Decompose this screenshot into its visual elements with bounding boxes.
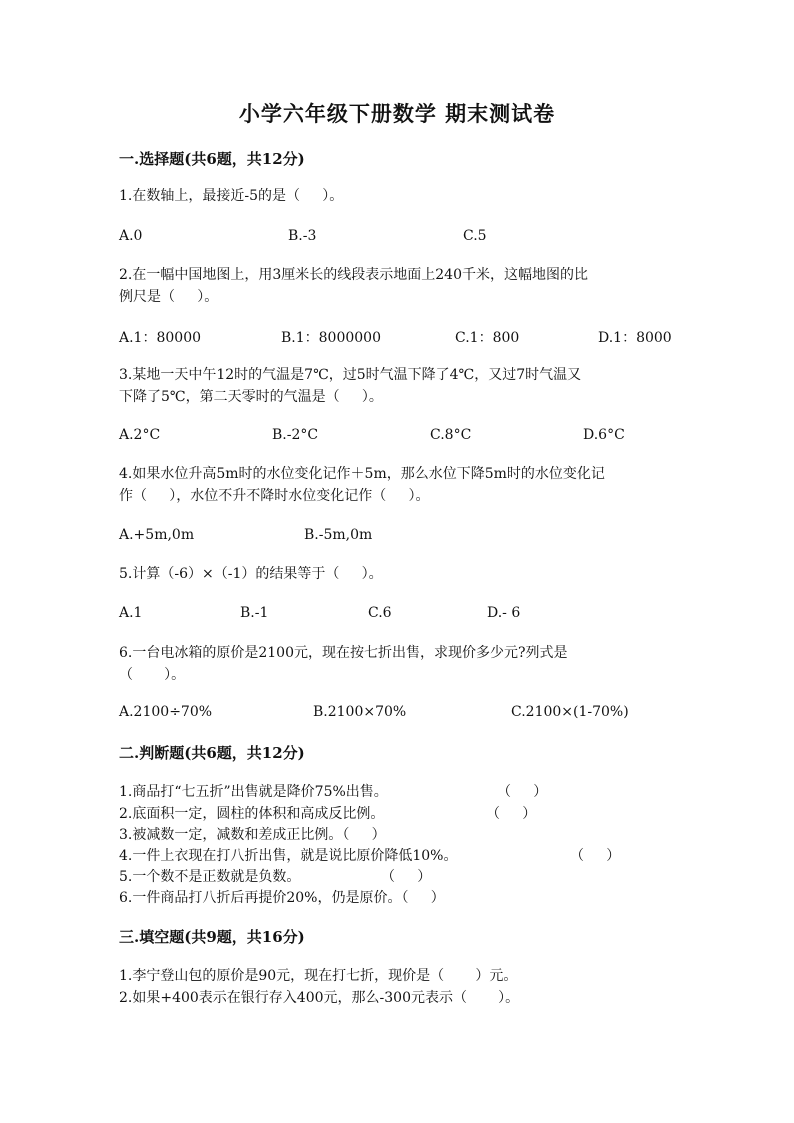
fill-item-2: 2.如果+400表示在银行存入400元，那么-300元表示（ ）。 [119, 990, 520, 1006]
option-3b: B.-2°C [272, 427, 319, 443]
judge-answer-4: （ ） [570, 848, 621, 864]
judge-item-1: 1.商品打“七五折”出售就是降价75%出售。 [119, 784, 388, 800]
option-6c: C.2100×(1-70%) [511, 704, 629, 720]
option-3a: A.2°C [119, 427, 161, 443]
option-5b: B.-1 [240, 605, 269, 621]
section-heading-fill: 三.填空题(共9题，共16分) [119, 928, 305, 946]
question-3-line-1: 3.某地一天中午12时的气温是7℃，过5时气温下降了4℃，又过7时气温又 [119, 367, 582, 383]
option-2a: A.1：80000 [119, 330, 202, 346]
judge-answer-1: （ ） [497, 784, 548, 800]
option-6b: B.2100×70% [313, 704, 407, 720]
option-5d: D.- 6 [487, 605, 521, 621]
question-5: 5.计算（-6）×（-1）的结果等于（ ）。 [119, 566, 383, 582]
judge-item-5: 5.一个数不是正数就是负数。 [119, 869, 301, 885]
option-4b: B.-5m,0m [304, 527, 373, 543]
option-4a: A.+5m,0m [119, 527, 195, 543]
option-2d: D.1：8000 [598, 330, 672, 346]
question-4-line-2: 作（ ），水位不升不降时水位变化记作（ ）。 [119, 488, 430, 504]
option-2c: C.1：800 [455, 330, 520, 346]
page-title: 小学六年级下册数学 期末测试卷 [238, 101, 556, 126]
option-1a: A.0 [119, 228, 143, 244]
question-1: 1.在数轴上，最接近-5的是（ ）。 [119, 188, 344, 204]
section-heading-choice: 一.选择题(共6题，共12分) [119, 150, 305, 168]
fill-item-1: 1.李宁登山包的原价是90元，现在打七折，现价是（ ）元。 [119, 968, 518, 984]
question-4-line-1: 4.如果水位升高5m时的水位变化记作＋5m，那么水位下降5m时的水位变化记 [119, 466, 605, 482]
judge-item-3: 3.被减数一定，减数和差成正比例。（ ） [119, 827, 386, 843]
judge-answer-5: （ ） [381, 869, 432, 885]
option-5c: C.6 [368, 605, 392, 621]
option-1c: C.5 [463, 228, 487, 244]
judge-item-2: 2.底面积一定，圆柱的体积和高成反比例。 [119, 806, 385, 822]
question-6-line-1: 6.一台电冰箱的原价是2100元，现在按七折出售，求现价多少元?列式是 [119, 645, 568, 661]
judge-answer-2: （ ） [486, 806, 537, 822]
option-2b: B.1：8000000 [281, 330, 381, 346]
option-6a: A.2100÷70% [119, 704, 213, 720]
option-5a: A.1 [119, 605, 143, 621]
judge-item-6: 6.一件商品打八折后再提价20%，仍是原价。（ ） [119, 890, 445, 906]
question-2-line-1: 2.在一幅中国地图上，用3厘米长的线段表示地面上240千米，这幅地图的比 [119, 267, 588, 283]
judge-item-4: 4.一件上衣现在打八折出售，就是说比原价降低10%。 [119, 848, 458, 864]
section-heading-judge: 二.判断题(共6题，共12分) [119, 744, 305, 762]
question-2-line-2: 例尺是（ ）。 [119, 289, 219, 305]
question-6-line-2: （ ）。 [119, 667, 186, 683]
option-1b: B.-3 [288, 228, 317, 244]
option-3d: D.6°C [583, 427, 625, 443]
option-3c: C.8°C [430, 427, 472, 443]
question-3-line-2: 下降了5℃，第二天零时的气温是（ ）。 [119, 389, 383, 405]
